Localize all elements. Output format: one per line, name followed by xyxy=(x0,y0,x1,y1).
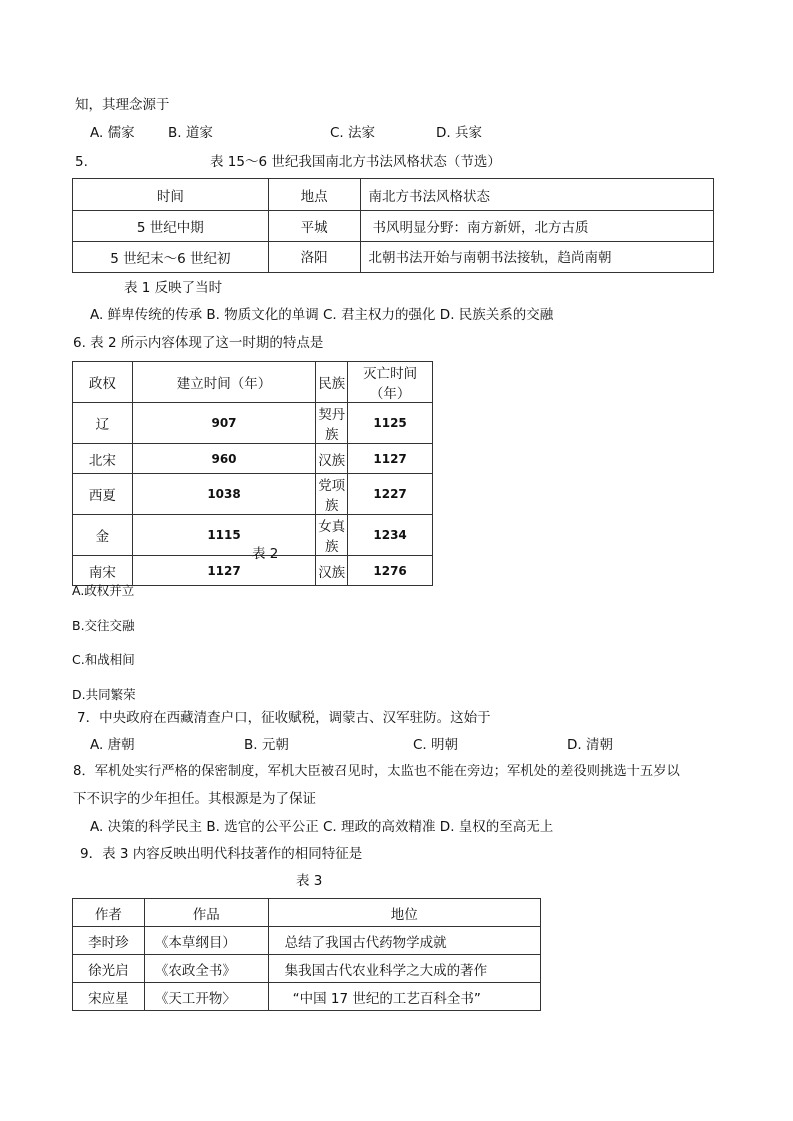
table-row xyxy=(73,211,714,242)
q4-stem-tail: 知，其理念源于 xyxy=(75,97,170,113)
table-header-cell: 地点 xyxy=(268,179,360,211)
q4-option-a: A. 儒家 xyxy=(90,125,135,141)
table-cell: 西夏 xyxy=(73,474,133,515)
table-header-cell: 作品 xyxy=(144,899,268,927)
table-cell: 李时珍 xyxy=(73,927,145,955)
q9-caption: 表 3 xyxy=(296,873,323,889)
table-header-cell: 灭亡时间（年） xyxy=(348,362,433,403)
table-cell: 1227 xyxy=(348,474,433,515)
q7-option-a: A. 唐朝 xyxy=(90,737,135,753)
q4-option-c: C. 法家 xyxy=(330,125,376,141)
q7-option-d: D. 清朝 xyxy=(567,737,613,753)
table-cell: 党项族 xyxy=(316,474,348,515)
table-cell: 1115 xyxy=(132,515,315,556)
q5-stem: 表 1 反映了当时 xyxy=(124,280,223,296)
table-header-cell: 南北方书法风格状态 xyxy=(360,179,713,211)
q8-stem-line2: 下不识字的少年担任。其根源是为了保证 xyxy=(73,791,316,807)
table-cell: 洛阳 xyxy=(268,242,360,273)
table-cell: 1276 xyxy=(348,556,433,586)
table-header-cell: 建立时间（年） xyxy=(132,362,315,403)
table-cell: 平城 xyxy=(268,211,360,242)
table-row xyxy=(73,403,433,444)
table-cell: 北宋 xyxy=(73,444,133,474)
table-cell: 1234 xyxy=(348,515,433,556)
q5-table-title: 表 15～6 世纪我国南北方书法风格状态（节选） xyxy=(210,154,501,170)
table-header-cell: 时间 xyxy=(73,179,269,211)
table-cell: 辽 xyxy=(73,403,133,444)
q6-caption: 表 2 xyxy=(252,546,279,562)
q5-options: A. 鲜卑传统的传承 B. 物质文化的单调 C. 君主权力的强化 D. 民族关系的交融 xyxy=(90,307,554,323)
q8-options: A. 决策的科学民主 B. 选官的公平公正 C. 理政的高效精准 D. 皇权的至高无上 xyxy=(90,819,554,835)
table-cell: 5 世纪中期 xyxy=(73,211,269,242)
q5-number: 5. xyxy=(75,154,88,170)
q7-stem: 7．中央政府在西藏清查户口，征收赋税，调蒙古、汉军驻防。这始于 xyxy=(77,710,491,726)
table-row xyxy=(73,955,541,983)
table-cell: 徐光启 xyxy=(73,955,145,983)
table-row xyxy=(73,474,433,515)
q4-option-d: D. 兵家 xyxy=(436,125,482,141)
table-cell: 5 世纪末～6 世纪初 xyxy=(73,242,269,273)
table-header-cell: 政权 xyxy=(73,362,133,403)
q8-stem-line1: 8．军机处实行严格的保密制度，军机大臣被召见时，太监也不能在旁边；军机处的差役则挑选十五岁以 xyxy=(73,764,680,779)
table-row xyxy=(73,444,433,474)
q6-option-b: B.交往交融 xyxy=(72,618,135,633)
table-cell: 宋应星 xyxy=(73,983,145,1011)
table-header-cell: 作者 xyxy=(73,899,145,927)
table-header-row xyxy=(73,362,433,403)
table-cell: 960 xyxy=(132,444,315,474)
table-cell: 《农政全书》 xyxy=(144,955,268,983)
q7-option-b: B. 元朝 xyxy=(244,737,289,753)
table-cell: 北朝书法开始与南朝书法接轨，趋尚南朝 xyxy=(360,242,713,273)
q5-table xyxy=(72,178,714,273)
table-cell: 1127 xyxy=(132,556,315,586)
q6-option-c: C.和战相间 xyxy=(72,652,135,667)
table-cell: 汉族 xyxy=(316,444,348,474)
table-row xyxy=(73,242,714,273)
table-header-cell: 民族 xyxy=(316,362,348,403)
q6-stem: 6. 表 2 所示内容体现了这一时期的特点是 xyxy=(73,335,324,351)
table-row xyxy=(73,983,541,1011)
table-cell: 总结了我国古代药物学成就 xyxy=(268,927,540,955)
q7-option-c: C. 明朝 xyxy=(413,737,459,753)
table-cell: 《本草纲目） xyxy=(144,927,268,955)
q9-stem: 9．表 3 内容反映出明代科技著作的相同特征是 xyxy=(80,846,363,862)
table-cell: 契丹族 xyxy=(316,403,348,444)
table-cell: 1127 xyxy=(348,444,433,474)
table-cell: 1038 xyxy=(132,474,315,515)
table-cell: 女真族 xyxy=(316,515,348,556)
table-header-row xyxy=(73,899,541,927)
q4-option-b: B. 道家 xyxy=(168,125,213,141)
table-header-cell: 地位 xyxy=(268,899,540,927)
q9-table xyxy=(72,898,541,1011)
table-cell: 南宋 xyxy=(73,556,133,586)
table-cell: “中国 17 世纪的工艺百科全书” xyxy=(268,983,540,1011)
table-header-row xyxy=(73,179,714,211)
table-cell: 金 xyxy=(73,515,133,556)
table-cell: 《天工开物〉 xyxy=(144,983,268,1011)
table-cell: 1125 xyxy=(348,403,433,444)
table-cell: 汉族 xyxy=(316,556,348,586)
q6-option-a: A.政权并立 xyxy=(72,583,135,598)
table-cell: 集我国古代农业科学之大成的著作 xyxy=(268,955,540,983)
q6-option-d: D.共同繁荣 xyxy=(72,687,136,702)
table-cell: 书风明显分野：南方新妍，北方古质 xyxy=(360,211,713,242)
table-cell: 907 xyxy=(132,403,315,444)
table-row xyxy=(73,927,541,955)
